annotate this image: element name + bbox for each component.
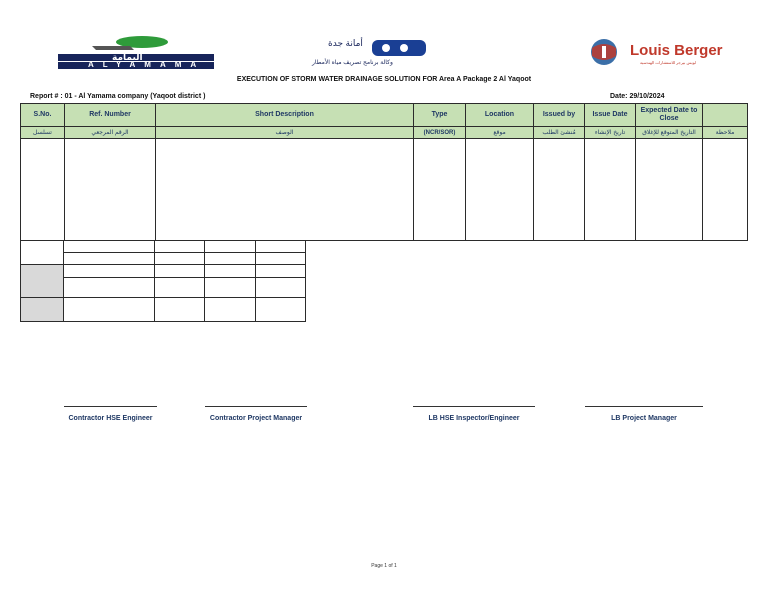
header-expected-close-date: Expected Date to Close	[636, 104, 703, 127]
cell-expected-close-date[interactable]	[636, 139, 703, 241]
cell-sno[interactable]	[21, 139, 65, 241]
grid-cell	[205, 265, 256, 278]
grid-row	[21, 253, 306, 265]
cell-location[interactable]	[466, 139, 534, 241]
jeddah-arabic-bottom: وكالة برنامج تصريف مياه الأمطار	[312, 60, 393, 66]
header-sno: S.No.	[21, 104, 65, 127]
header-ref-number: Ref. Number	[65, 104, 156, 127]
grid-cell	[256, 278, 306, 298]
page-number: Page 1 of 1	[371, 563, 397, 569]
alyamama-wordmark: ALYAMAMA	[88, 60, 206, 69]
grid-cell	[205, 278, 256, 298]
grid-cell	[64, 265, 155, 278]
signature-label-lb-hse: LB HSE Inspector/Engineer	[428, 415, 520, 422]
grid-cell	[155, 298, 205, 322]
header-location: Location	[466, 104, 534, 127]
signature-label-lb-pm: LB Project Manager	[611, 415, 677, 422]
arabic-header-expected-date: التاريخ المتوقع للإغلاق	[636, 127, 703, 139]
grid-cell	[205, 253, 256, 265]
grid-cell	[155, 253, 205, 265]
grid-cell	[64, 241, 155, 253]
signature-line-lb-pm	[585, 406, 703, 407]
table-row	[21, 139, 748, 241]
arabic-header-issued-by: مُنشئ الطلب	[534, 127, 585, 139]
document-title: EXECUTION OF STORM WATER DRAINAGE SOLUTION FOR Area A Package 2 Al Yaqoot	[236, 76, 532, 83]
grid-cell	[155, 265, 205, 278]
header-short-description: Short Description	[156, 104, 414, 127]
observation-table	[20, 103, 748, 241]
grid-cell	[155, 241, 205, 253]
alyamama-arabic: اليمامة	[112, 52, 143, 62]
grid-cell-shaded	[21, 265, 64, 298]
header-issued-by: Issued by	[534, 104, 585, 127]
header-issue-date: Issue Date	[585, 104, 636, 127]
louis-berger-logo	[584, 38, 734, 68]
grid-cell	[64, 298, 155, 322]
cell-issue-date[interactable]	[585, 139, 636, 241]
grid-cell	[256, 241, 306, 253]
cell-issued-by[interactable]	[534, 139, 585, 241]
signature-label-contractor-hse: Contractor HSE Engineer	[68, 415, 153, 422]
jeddah-arabic-top: أمانة جدة	[328, 38, 363, 48]
arabic-header-issue-date: تاريخ الإنشاء	[585, 127, 636, 139]
header-row	[21, 104, 748, 127]
arabic-header-row	[21, 127, 748, 139]
secondary-grid	[20, 240, 306, 322]
grid-cell	[205, 241, 256, 253]
arabic-header-type: (NCR/SOR)	[414, 127, 466, 139]
arabic-header-description: الوصف	[156, 127, 414, 139]
cell-type[interactable]	[414, 139, 466, 241]
grid-cell	[64, 278, 155, 298]
grid-row	[21, 241, 306, 253]
grid-cell	[205, 298, 256, 322]
grid-row	[21, 298, 306, 322]
cell-ref-number[interactable]	[65, 139, 156, 241]
jeddah-municipality-logo	[310, 34, 440, 70]
grid-row	[21, 265, 306, 278]
arabic-header-remarks: ملاحظة	[703, 127, 748, 139]
grid-row	[21, 278, 306, 298]
signature-line-lb-hse	[413, 406, 535, 407]
arabic-header-sno: تسلسل	[21, 127, 65, 139]
arabic-header-location: موقع	[466, 127, 534, 139]
grid-cell	[21, 241, 64, 265]
grid-cell	[64, 253, 155, 265]
signature-line-contractor-hse	[64, 406, 157, 407]
cell-short-description[interactable]	[156, 139, 414, 241]
header-remarks	[703, 104, 748, 127]
grid-cell-shaded	[21, 298, 64, 322]
grid-cell	[256, 265, 306, 278]
louis-berger-name: Louis Berger	[630, 42, 723, 59]
signature-line-contractor-pm	[205, 406, 307, 407]
report-date: Date: 29/10/2024	[610, 93, 665, 100]
signature-label-contractor-pm: Contractor Project Manager	[209, 415, 303, 422]
alyamama-logo	[52, 32, 232, 70]
cell-remarks[interactable]	[703, 139, 748, 241]
grid-cell	[155, 278, 205, 298]
louis-berger-arabic: لويس بيرجر للاستشارات الهندسية	[640, 60, 696, 65]
arabic-header-ref: الرقم المرجعي	[65, 127, 156, 139]
header-type: Type	[414, 104, 466, 127]
grid-cell	[256, 298, 306, 322]
report-number: Report # : 01 - Al Yamama company (Yaqoot district )	[30, 93, 206, 100]
grid-cell	[256, 253, 306, 265]
